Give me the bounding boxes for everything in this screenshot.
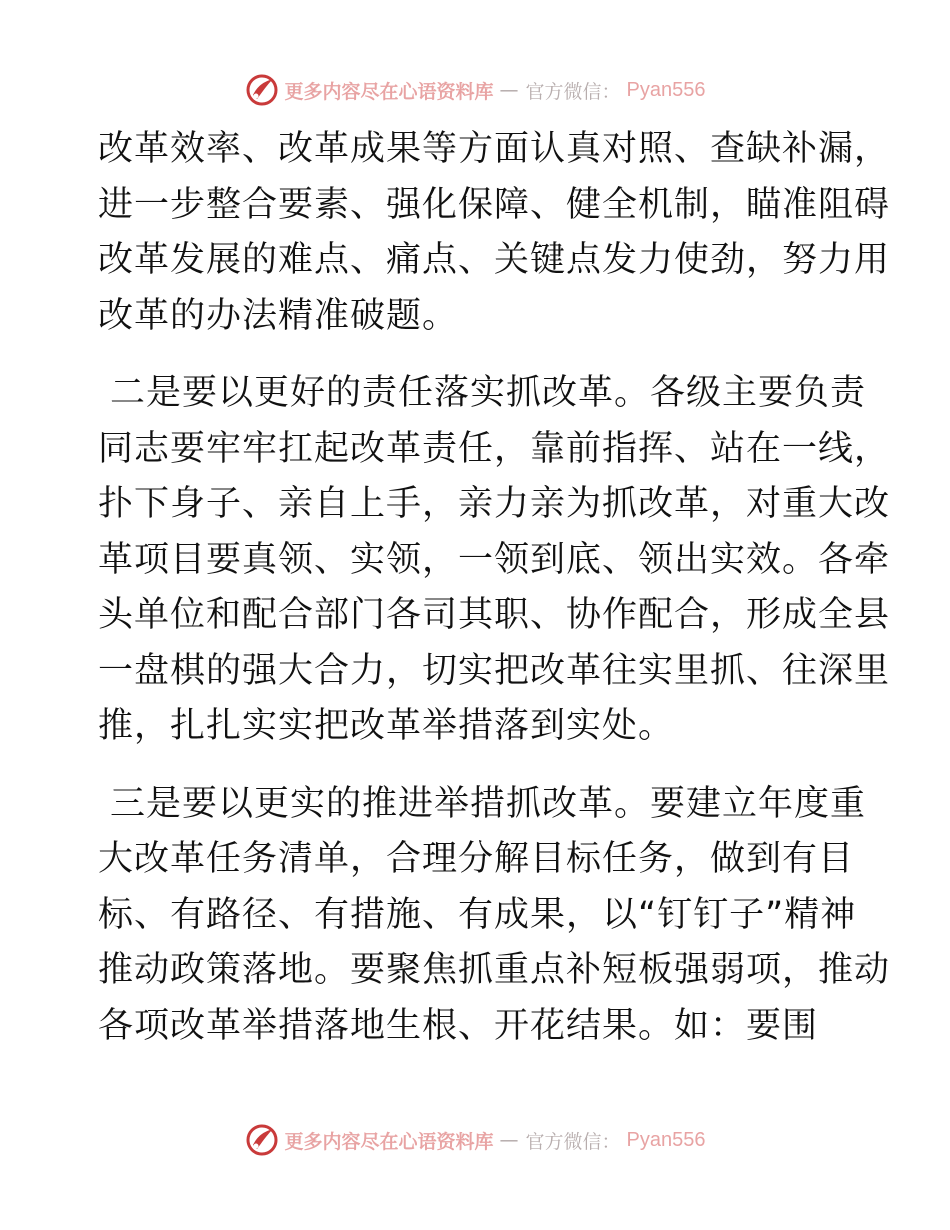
text-line: 三是要以更实的推进举措抓改革。要建立年度重 (110, 783, 867, 824)
wechat-label: 官方微信： (525, 80, 621, 103)
paragraph-2 (98, 366, 891, 755)
banner-separator: — (499, 79, 520, 101)
text-line: 各项改革举措落地生根、开花结果。如：要围 (98, 1005, 819, 1046)
text-line: 扑下身子、亲自上手，亲力亲为抓改革，对重大改 (98, 484, 891, 524)
wechat-id: Pyan556 (626, 78, 706, 101)
text-line: 头单位和配合部门各司其职、协作配合，形成全县 (98, 595, 891, 635)
site-promo-text: 更多内容尽在心语资料库 (284, 1130, 494, 1153)
text-line: 推动政策落地。要聚焦抓重点补短板强弱项，推动 (98, 950, 891, 990)
document-body (98, 122, 891, 1054)
footer-banner (0, 1120, 950, 1160)
text-line: 改革发展的难点、痛点、关键点发力使劲，努力用 (98, 240, 891, 280)
text-line: 革项目要真领、实领，一领到底、领出实效。各牵 (98, 539, 891, 580)
paragraph-gap (98, 344, 858, 366)
banner-separator: — (499, 1129, 520, 1151)
text-line: 同志要牢牢扛起改革责任，靠前指挥、站在一线， (98, 428, 891, 469)
paragraph-1 (98, 122, 891, 344)
header-banner (0, 70, 950, 110)
text-line: 一盘棋的强大合力，切实把改革往实里抓、往深里 (98, 650, 891, 691)
site-promo-text: 更多内容尽在心语资料库 (284, 80, 494, 103)
text-line: 标、有路径、有措施、有成果，以“钉钉子”精神 (98, 894, 857, 935)
text-line: 大改革任务清单，合理分解目标任务，做到有目 (98, 839, 855, 879)
brand-logo-icon (245, 1123, 279, 1157)
text-line: 进一步整合要素、强化保障、健全机制，瞄准阻碍 (98, 184, 891, 225)
text-line: 推，扎扎实实把改革举措落到实处。 (98, 706, 675, 746)
wechat-label: 官方微信： (525, 1130, 621, 1153)
text-line: 二是要以更好的责任落实抓改革。各级主要负责 (110, 373, 867, 413)
paragraph-gap (98, 755, 858, 777)
text-line: 改革效率、改革成果等方面认真对照、查缺补漏， (98, 129, 891, 169)
brand-logo-icon (245, 73, 279, 107)
wechat-id: Pyan556 (626, 1128, 706, 1151)
text-line: 改革的办法精准破题。 (98, 295, 459, 336)
paragraph-3 (98, 777, 891, 1055)
